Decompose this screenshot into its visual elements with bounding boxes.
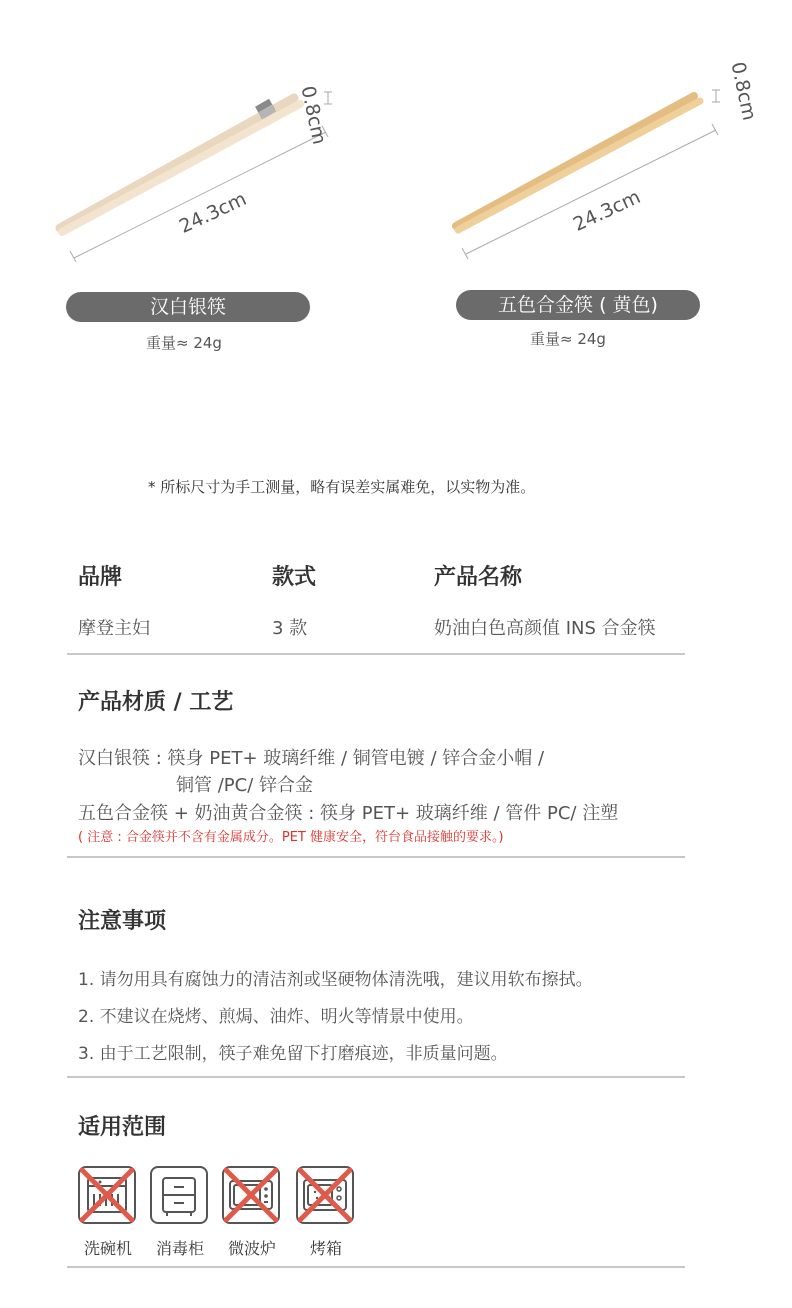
right-diameter-label: 0.8cm — [726, 60, 761, 123]
material-line-2: 铜管 /PC/ 锌合金 — [176, 775, 313, 796]
material-title: 产品材质 / 工艺 — [78, 690, 234, 715]
divider — [67, 653, 685, 655]
brand-label: 品牌 — [78, 565, 123, 590]
product-name-label: 产品名称 — [434, 565, 523, 590]
precaution-item-3: 3. 由于工艺限制，筷子难免留下打磨痕迹，非质量问题。 — [78, 1044, 508, 1064]
dishwasher-icon — [78, 1166, 136, 1224]
divider — [67, 856, 685, 858]
microwave-icon — [222, 1166, 280, 1224]
left-length-label: 24.3cm — [176, 187, 250, 238]
divider — [67, 1076, 685, 1078]
chopsticks-white-silver — [60, 98, 300, 232]
style-label: 款式 — [272, 565, 317, 590]
product-name-value: 奶油白色高颜值 INS 合金筷 — [434, 618, 656, 639]
oven-icon — [296, 1166, 354, 1224]
usage-item-dishwasher — [78, 1166, 138, 1259]
usage-title: 适用范围 — [78, 1115, 167, 1140]
measurement-note: * 所标尺寸为手工测量，略有误差实属难免，以实物为准。 — [148, 478, 536, 496]
material-line-1: 汉白银筷 : 筷身 PET+ 玻璃纤维 / 铜管电镀 / 锌合金小帽 / — [78, 748, 545, 769]
right-length-label: 24.3cm — [570, 185, 644, 236]
usage-item-oven — [296, 1166, 356, 1259]
usage-label: 烤箱 — [309, 1239, 342, 1258]
right-product-weight: 重量≈ 24g — [530, 330, 606, 348]
precautions-title: 注意事项 — [78, 909, 167, 934]
usage-label: 消毒柜 — [155, 1239, 204, 1258]
usage-item-microwave — [222, 1166, 282, 1259]
sterilizer-cabinet-icon — [150, 1166, 208, 1224]
left-product-weight: 重量≈ 24g — [146, 334, 222, 352]
right-product-name: 五色合金筷 ( 黄色) — [456, 290, 700, 320]
material-line-3: 五色合金筷 + 奶油黄合金筷 : 筷身 PET+ 玻璃纤维 / 管件 PC/ 注塑 — [78, 803, 619, 824]
divider — [67, 1266, 685, 1268]
left-diameter-label: 0.8cm — [296, 84, 331, 147]
brand-value: 摩登主妇 — [78, 618, 150, 639]
precaution-item-1: 1. 请勿用具有腐蚀力的清洁剂或坚硬物体清洗哦，建议用软布擦拭。 — [78, 970, 593, 990]
precaution-item-2: 2. 不建议在烧烤、煎焗、油炸、明火等情景中使用。 — [78, 1007, 474, 1027]
material-warning: ( 注意 : 合金筷并不含有金属成分。PET 健康安全，符台食品接触的要求。) — [78, 830, 504, 845]
usage-label: 洗碗机 — [83, 1239, 132, 1258]
style-value: 3 款 — [272, 618, 308, 639]
product-illustration-area — [0, 0, 792, 360]
left-product-name: 汉白银筷 — [66, 292, 310, 322]
usage-label: 微波炉 — [227, 1239, 276, 1258]
chopsticks-yellow-alloy — [456, 96, 700, 230]
usage-item-sterilizer — [150, 1166, 210, 1259]
